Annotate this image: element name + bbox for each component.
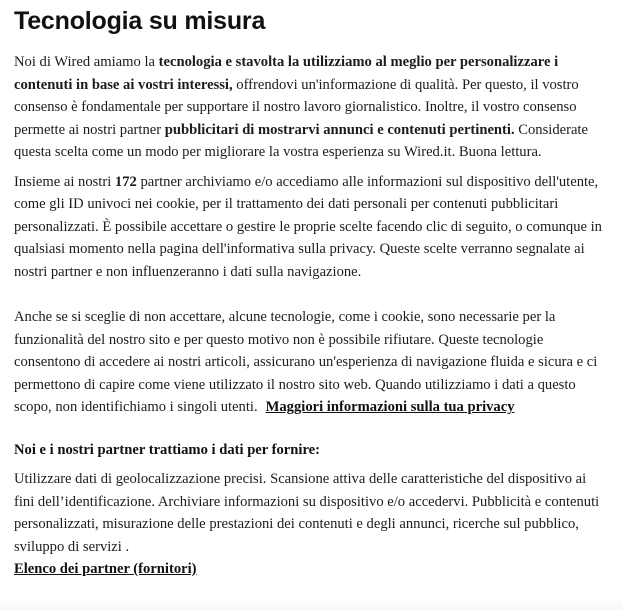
consent-dialog <box>14 6 610 580</box>
intro-bold-2: pubblicitari di mostrarvi annunci e contenuti pertinenti. <box>164 121 515 138</box>
partners-text-1: Insieme ai nostri <box>14 173 115 190</box>
partners-text-2: partner archiviamo e/o accediamo alle informazioni sul dispositivo dell'utente, come gli ID univoci nei cookie, per il trattamento dei dati personali per contenuti pubblicitari personalizzati. È possibile accettare o gestire le proprie scelte facendo clic di seguito, o comunque in qualsiasi momento nella pagina dell'informativa sulla privacy. Queste scelte verranno segnalate ai nostri partner e non influenzeranno i dati sulla navigazione. <box>14 173 602 280</box>
refuse-text: Anche se si sceglie di non accettare, alcune tecnologie, come i cookie, sono necessarie per la funzionalità del nostro sito e per questo motivo non è possibile rifiutare. Queste tecnologie consentono di accedere ai nostri articoli, assicurano un'esperienza di navigazione fluida e sicura e ci permettono di capire come viene utilizzato il nostro sito web. Quando utilizziamo i dati a questo scopo, non identifichiamo i singoli utenti. <box>14 309 598 415</box>
partners-paragraph <box>14 171 610 284</box>
vendor-list-link[interactable]: Elenco dei partner (fornitori) <box>14 561 197 577</box>
intro-text-3: Considerate questa scelta come un modo per migliorare la vostra esperienza su Wired.it. Buona lettura. <box>14 121 588 160</box>
scroll-fade <box>0 598 623 610</box>
purposes-heading: Noi e i nostri partner trattiamo i dati per fornire: <box>14 441 321 458</box>
intro-paragraph <box>14 51 610 164</box>
intro-text-2: offrendovi un'informazione di qualità. Per questo, il vostro consenso è fondamentale per supportare il nostro lavoro giornalistico. Inoltre, il vostro consenso permette ai nostri partner <box>14 76 579 138</box>
dialog-title: Tecnologia su misura <box>14 7 266 35</box>
privacy-info-link[interactable]: Maggiori informazioni sulla tua privacy <box>265 399 515 415</box>
refuse-paragraph <box>14 306 610 419</box>
intro-text-1: Noi di Wired amiamo la <box>14 54 159 70</box>
partners-count: 172 <box>114 173 137 190</box>
purposes-paragraph: Utilizzare dati di geolocalizzazione precisi. Scansione attiva delle caratteristiche del dispositivo ai fini dell’identificazione. Archiviare informazioni su dispositivo e/o accedervi. Pubblicità e contenuti personalizzati, misurazione delle prestazioni dei contenuti e degli annunci, ricerche sul pubblico, sviluppo di servizi . <box>14 471 600 555</box>
intro-bold-1: tecnologia e stavolta la utilizziamo al meglio per personalizzare i contenuti in base ai vostri interessi, <box>14 54 559 93</box>
